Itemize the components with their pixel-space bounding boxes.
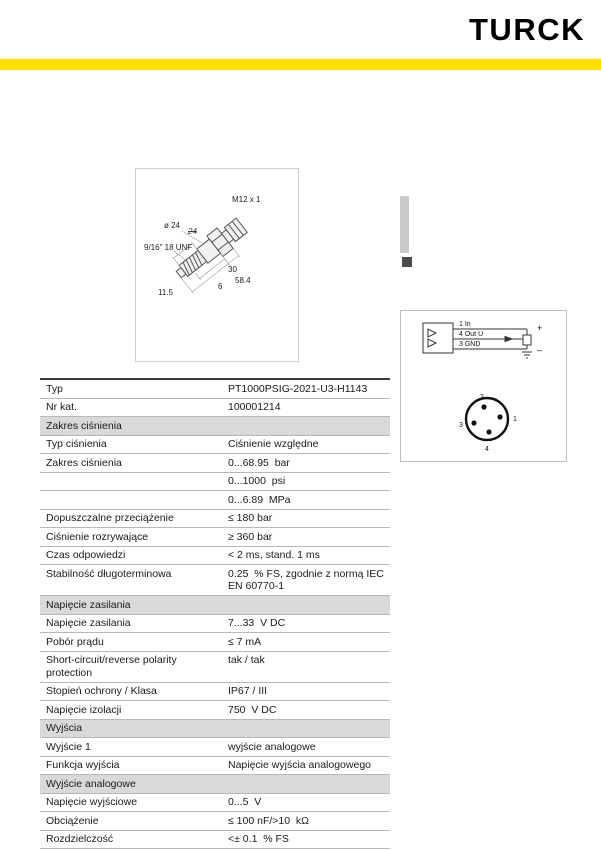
table-section-row xyxy=(40,720,390,739)
row-label: Dopuszczalne przeciążenie xyxy=(46,512,174,524)
table-row xyxy=(40,738,390,757)
row-value: 750 V DC xyxy=(228,703,277,716)
row-value: < 2 ms, stand. 1 ms xyxy=(228,549,320,561)
wiring-diagram xyxy=(400,310,567,462)
row-label: Wyjście 1 xyxy=(46,740,91,753)
pin-label-2: 2 xyxy=(480,394,484,401)
table-row xyxy=(40,652,390,683)
table-section-row xyxy=(40,596,390,615)
connector-pinout xyxy=(459,394,517,453)
table-row xyxy=(40,794,390,813)
row-label: Czas odpowiedzi xyxy=(46,549,126,561)
table-section-row xyxy=(40,775,390,794)
section-label: Wyjście analogowe xyxy=(46,777,136,790)
table-row xyxy=(40,615,390,634)
row-value: 7...33 V DC xyxy=(228,617,286,629)
dim-label-total-length: 58.4 xyxy=(235,276,251,285)
row-value: ≤ 7 mA xyxy=(228,635,262,648)
section-label: Napięcie zasilania xyxy=(46,598,131,611)
row-value: 100001214 xyxy=(228,401,281,413)
table-row xyxy=(40,436,390,455)
row-label: Rozdzielczość xyxy=(46,833,114,845)
wire-label-gnd: 3 GND xyxy=(459,341,481,348)
decorative-dark-square xyxy=(402,257,412,267)
row-value: <± 0.1 % FS xyxy=(228,833,289,845)
section-label: Wyjścia xyxy=(46,722,83,734)
row-label: Napięcie zasilania xyxy=(46,617,131,629)
table-row xyxy=(40,454,390,473)
row-label: Napięcie wyjściowe xyxy=(46,796,138,808)
pin-label-4: 4 xyxy=(485,446,489,453)
table-row xyxy=(40,380,390,399)
pin-label-3: 3 xyxy=(459,422,463,429)
dim-label-m12-thread: M12 x 1 xyxy=(232,195,261,204)
sensor-dimension-drawing xyxy=(136,169,296,359)
row-label: Stabilność długoterminowa xyxy=(46,567,172,580)
row-label: Nr kat. xyxy=(46,401,77,413)
row-label: Zakres ciśnienia xyxy=(46,456,122,469)
pin-label-1: 1 xyxy=(513,416,517,423)
row-value: 0...6.89 MPa xyxy=(228,493,291,506)
row-label: Pobór prądu xyxy=(46,635,104,648)
table-row xyxy=(40,701,390,720)
table-row xyxy=(40,565,390,596)
wire-label-in: 1 In xyxy=(459,321,471,328)
row-label: Obciążenie xyxy=(46,814,99,827)
row-label xyxy=(40,473,222,478)
wire-label-plus: + xyxy=(537,323,543,333)
yellow-accent-bar xyxy=(0,59,601,70)
row-label: Napięcie izolacji xyxy=(46,703,122,716)
row-label: Ciśnienie rozrywające xyxy=(46,530,149,543)
row-value: Ciśnienie względne xyxy=(228,438,319,450)
row-value: 0.25 % FS, zgodnie z normą IEC EN 60770-1 xyxy=(228,567,387,592)
dim-label-flats: 24 xyxy=(188,227,197,236)
row-value: PT1000PSIG-2021-U3-H1143 xyxy=(228,382,368,395)
table-section-row xyxy=(40,417,390,436)
section-label: Zakres ciśnienia xyxy=(46,419,122,432)
spec-table-body xyxy=(40,380,390,849)
dim-label-process-thread: 9/16" 18 UNF xyxy=(144,243,193,252)
dim-label-diameter: ø 24 xyxy=(164,221,181,230)
spec-table xyxy=(40,378,390,849)
wire-label-out: 4 Out U xyxy=(459,331,484,338)
table-row xyxy=(40,510,390,529)
wiring-schematic-svg xyxy=(401,311,564,459)
table-row xyxy=(40,757,390,776)
table-row xyxy=(40,683,390,702)
row-label: Typ ciśnienia xyxy=(46,438,107,450)
row-value: 0...5 V xyxy=(228,796,262,808)
row-value: ≥ 360 bar xyxy=(228,530,273,543)
row-value: ≤ 100 nF/>10 kΩ xyxy=(228,814,310,827)
dim-label-thread-length: 11.5 xyxy=(158,288,173,297)
turck-logo: TURCK xyxy=(469,12,585,47)
row-value: IP67 / III xyxy=(228,685,268,697)
product-drawing xyxy=(135,168,299,362)
table-row xyxy=(40,812,390,831)
decorative-gray-bar xyxy=(400,196,409,253)
table-row xyxy=(40,528,390,547)
wire-label-minus: – xyxy=(537,345,543,355)
row-label: Stopień ochrony / Klasa xyxy=(46,685,157,697)
row-value: 0...68.95 bar xyxy=(228,456,290,469)
row-label xyxy=(40,491,222,496)
table-row xyxy=(40,491,390,510)
row-value: ≤ 180 bar xyxy=(228,512,273,524)
table-row xyxy=(40,399,390,418)
row-value: 0...1000 psi xyxy=(228,475,286,487)
row-label: Typ xyxy=(46,382,63,395)
dim-label-body-length: 30 xyxy=(228,265,237,274)
table-row xyxy=(40,473,390,492)
row-label: Short-circuit/reverse polarity protection xyxy=(46,654,177,679)
row-label: Funkcja wyjścia xyxy=(46,759,120,771)
table-row xyxy=(40,547,390,566)
row-value: Napięcie wyjścia analogowego xyxy=(228,759,372,771)
table-row xyxy=(40,633,390,652)
row-value: tak / tak xyxy=(228,654,265,666)
dim-label-tip: 6 xyxy=(218,282,223,291)
row-value: wyjście analogowe xyxy=(228,740,316,753)
table-row xyxy=(40,831,390,850)
